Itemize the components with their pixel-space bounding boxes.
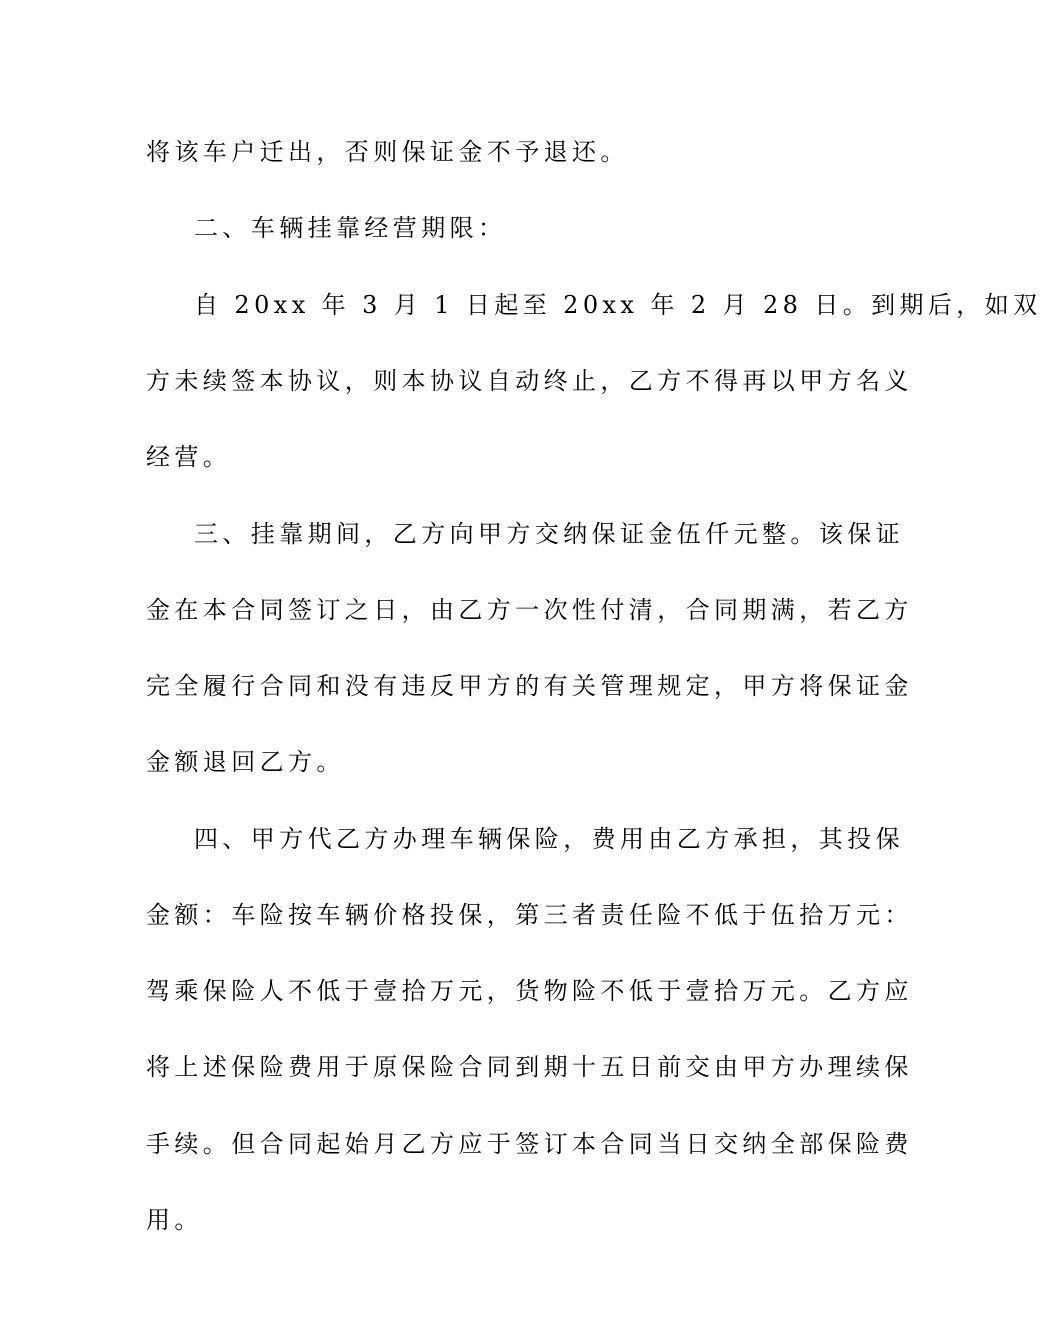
text-line: 手续。但合同起始月乙方应于签订本合同当日交纳全部保险费 xyxy=(146,1130,913,1158)
text-line: 用。 xyxy=(146,1206,203,1234)
text-line: 将该车户迁出，否则保证金不予退还。 xyxy=(146,138,629,166)
section-heading: 二、车辆挂靠经营期限： xyxy=(194,214,507,242)
text-line: 金额退回乙方。 xyxy=(146,748,345,776)
text-line: 经营。 xyxy=(146,443,232,471)
text-line: 四、甲方代乙方办理车辆保险，费用由乙方承担，其投保 xyxy=(194,825,904,853)
text-line: 方未续签本协议，则本协议自动终止，乙方不得再以甲方名义 xyxy=(146,367,913,395)
text-line: 金在本合同签订之日，由乙方一次性付清，合同期满，若乙方 xyxy=(146,596,913,624)
text-line: 金额：车险按车辆价格投保，第三者责任险不低于伍拾万元： xyxy=(146,901,913,929)
text-line: 完全履行合同和没有违反甲方的有关管理规定，甲方将保证金 xyxy=(146,672,913,700)
text-line: 将上述保险费用于原保险合同到期十五日前交由甲方办理续保 xyxy=(146,1053,913,1081)
text-line: 自 20xx 年 3 月 1 日起至 20xx 年 2 月 28 日。到期后，如双 xyxy=(194,291,1042,319)
text-line: 驾乘保险人不低于壹拾万元，货物险不低于壹拾万元。乙方应 xyxy=(146,977,913,1005)
text-line: 三、挂靠期间，乙方向甲方交纳保证金伍仟元整。该保证 xyxy=(194,520,904,548)
